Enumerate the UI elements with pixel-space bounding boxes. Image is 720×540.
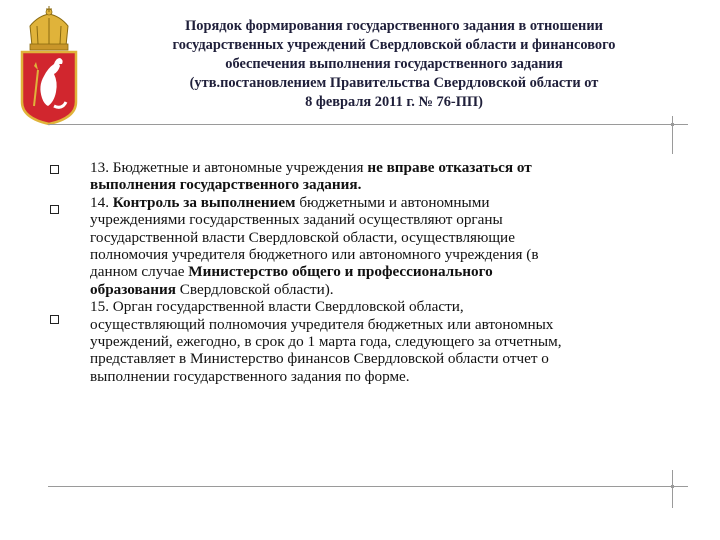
item-text-bold: Министерство общего и профессионального: [188, 263, 493, 281]
title-line: государственных учреждений Свердловской области и финансового: [172, 37, 616, 53]
top-rule: [48, 124, 688, 125]
bullet-square-icon: [50, 315, 59, 324]
item-text: 13. Бюджетные и автономные учреждения: [90, 159, 368, 176]
item-text: 14.: [90, 193, 113, 211]
bullet-square-icon: [50, 165, 59, 174]
item-text: учреждениями государственных заданий осуществляют органы: [90, 211, 503, 229]
list-item: [90, 159, 680, 194]
item-text: данном случае: [90, 263, 189, 281]
item-text: представляет в Министерство финансов Свердловской области отчет о: [90, 350, 549, 368]
crown-icon: [30, 6, 68, 50]
right-bottom-rule: [672, 470, 673, 508]
bottom-rule: [48, 486, 688, 487]
list-item: [90, 298, 680, 385]
title-line: обеспечения выполнения государственного задания: [225, 56, 563, 72]
item-text: полномочия учредителя бюджетного или автономного учреждения (в: [90, 246, 539, 264]
item-text: государственной власти Свердловской области, осуществляющие: [90, 228, 515, 246]
page-title: [118, 17, 670, 112]
item-text: Свердловской области).: [175, 280, 334, 298]
item-text-bold: выполнения государственного задания.: [90, 176, 362, 194]
title-line: 8 февраля 2011 г. № 76-ПП): [305, 94, 483, 110]
coat-of-arms-logo: [8, 6, 90, 126]
item-text: выполнении государственного задания по форме.: [90, 367, 410, 385]
body-list: [90, 159, 680, 385]
list-item: [90, 194, 680, 298]
right-top-rule: [672, 116, 673, 154]
item-text-bold: Контроль за выполнением: [112, 193, 296, 211]
item-text: бюджетными и автономными: [295, 193, 490, 211]
bottom-right-square: [671, 485, 674, 488]
item-text-bold: образования: [90, 280, 176, 298]
title-line: Порядок формирования государственного задания в отношении: [185, 18, 603, 34]
item-text-bold: не вправе отказаться от: [367, 159, 532, 176]
top-right-square: [671, 123, 674, 126]
item-text: 15. Орган государственной власти Свердловской области,: [90, 298, 464, 316]
bullet-square-icon: [50, 205, 59, 214]
title-line: (утв.постановлением Правительства Свердловской области от: [189, 75, 599, 91]
item-text: осуществляющий полномочия учредителя бюджетных или автономных: [90, 315, 554, 333]
item-text: учреждений, ежегодно, в срок до 1 марта года, следующего за отчетным,: [90, 333, 562, 351]
